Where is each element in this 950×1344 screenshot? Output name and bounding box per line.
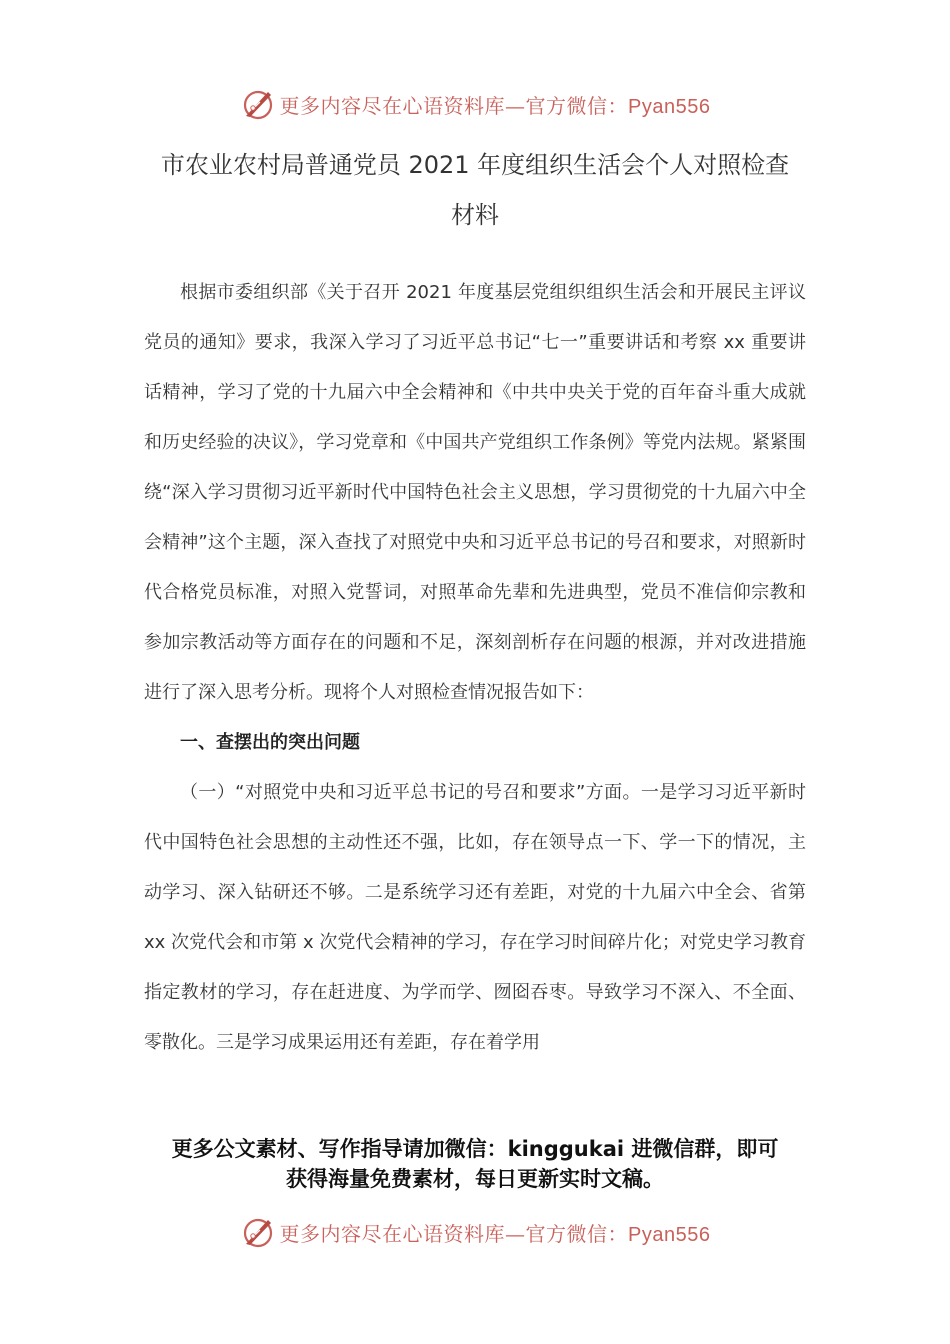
promo-line-1: 更多公文素材、写作指导请加微信：kinggukai 进微信群，即可 (171, 1137, 779, 1161)
document-body (144, 268, 806, 1068)
watermark-text (280, 1218, 711, 1247)
watermark-label: 更多内容尽在心语资料库—官方微信： (279, 1221, 629, 1246)
quill-logo-icon (240, 1214, 276, 1250)
promo-notice (100, 1134, 850, 1194)
quill-logo-icon (240, 86, 276, 122)
document-title (100, 140, 850, 240)
watermark-text (280, 90, 711, 119)
watermark-wechat-id: Pyan556 (628, 1223, 711, 1246)
title-line-2: 材料 (451, 201, 499, 229)
watermark-wechat-id: Pyan556 (628, 95, 711, 118)
section-heading-1: 一、查摆出的突出问题 (180, 732, 360, 753)
intro-paragraph: 根据市委组织部《关于召开 2021 年度基层党组织组织生活会和开展民主评议党员的通知》要求，我深入学习了习近平总书记“七一”重要讲话和考察 xx 重要讲话精神，学习了党的十九届六中全会精神和《中共中央关于党的百年奋斗重大成就和历史经验的决议》，学习党章和《中国共产党组织工作条例》等党内法规。紧紧围绕“深入学习贯彻习近平新时代中国特色社会主义思想，学习贯彻党的十九届六中全会精神”这个主题，深入查找了对照党中央和习近平总书记的号召和要求，对照新时代合格党员标准，对照入党誓词，对照革命先辈和先进典型，党员不准信仰宗教和参加宗教活动等方面存在的问题和不足，深刻剖析存在问题的根源，并对改进措施进行了深入思考分析。现将个人对照检查情况报告如下： (144, 282, 806, 703)
title-line-1: 市农业农村局普通党员 2021 年度组织生活会个人对照检查 (160, 151, 790, 179)
promo-line-2: 获得海量免费素材，每日更新实时文稿。 (286, 1167, 664, 1191)
header-watermark (0, 84, 950, 124)
section1-paragraph-1: （一）“对照党中央和习近平总书记的号召和要求”方面。一是学习习近平新时代中国特色社会思想的主动性还不强，比如，存在领导点一下、学一下的情况，主动学习、深入钻研还不够。二是系统学习还有差距，对党的十九届六中全会、省第 xx 次党代会和市第 x 次党代会精神的学习，存在学习时间碎片化；对党史学习教育指定教材的学习，存在赶进度、为学而学、囫囵吞枣。导致学习不深入、不全面、零散化。三是学习成果运用还有差距，存在着学用 (144, 782, 806, 1053)
footer-watermark (0, 1212, 950, 1252)
watermark-label: 更多内容尽在心语资料库—官方微信： (279, 93, 629, 118)
